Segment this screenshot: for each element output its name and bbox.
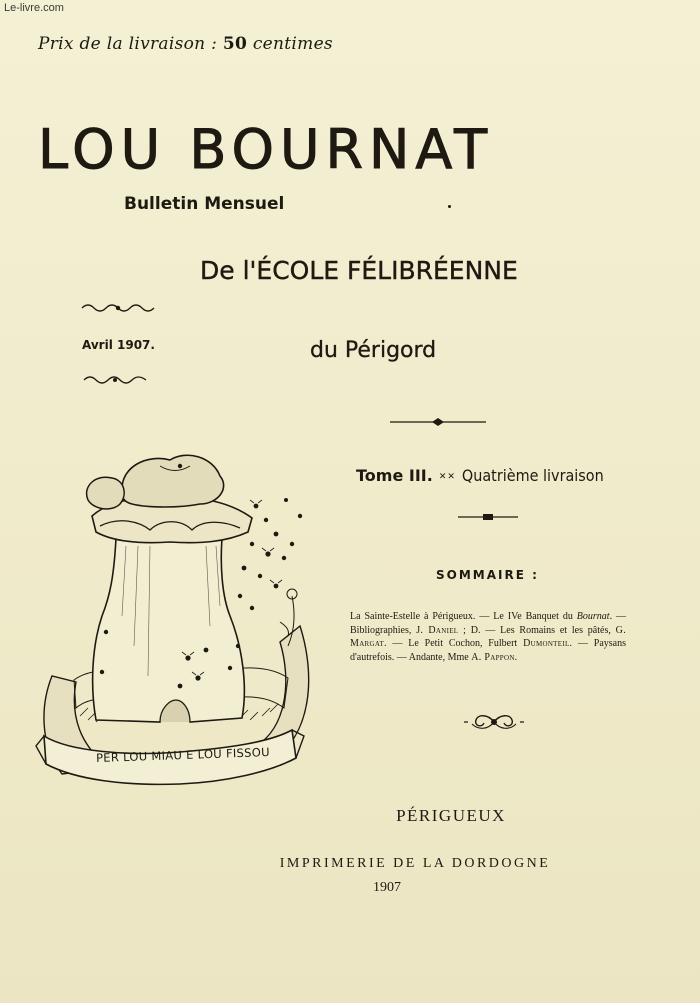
issue-date: Avril 1907. [82,338,155,352]
author-name: A. Pappon [471,651,515,663]
sommaire-part: Bournat [576,611,610,622]
publisher-printer: IMPRIMERIE DE LA DORDOGNE [279,856,551,871]
sommaire-part: La Sainte-Estelle à Périgueux. — Le IVe Banquet du [350,611,577,622]
issue-number: Quatrième livraison [461,466,604,485]
region-name: du Périgord [310,338,437,363]
sommaire-part: . [514,651,518,663]
sommaire-part: . — Paysans d'autrefois. — Andante, Mme [350,638,626,663]
sommaire-part: . — Bibliographies, [350,611,627,636]
publisher-city: PÉRIGUEUX [396,806,506,825]
author-name: G. Margat [350,624,626,649]
author-name: Dumonteil [523,638,570,649]
price-label: Prix de la livraison : [38,34,218,54]
sommaire-part: . — Le Petit Cochon, Fulbert [384,638,524,649]
sommaire-text [350,610,626,664]
volume-separator: ✕✕ [438,472,456,482]
banner-motto: PER LOU MIAU E LOU FISSOU [95,744,271,766]
flourish-ornament-top [78,300,158,316]
price-line [38,34,333,54]
volume-line [356,466,604,485]
watermark: Le-livre.com [4,2,64,14]
author-name: J. Daniel [416,624,459,636]
dot-ornament [448,205,451,208]
journal-subtitle: Bulletin Mensuel [124,194,285,214]
sommaire-part: ; D. — Les Romains et les pâtés, [458,624,616,636]
flourish-ornament-bottom [80,372,150,388]
price-value: 50 [222,34,248,54]
fleuron-ornament [462,710,526,734]
beehive-illustration [30,446,320,796]
sommaire-heading: SOMMAIRE : [436,568,539,582]
price-unit: centimes [252,34,333,54]
tome-number: Tome III. [356,466,433,485]
divider-ornament-1 [388,416,488,428]
divider-ornament-2 [456,512,520,522]
publication-year: 1907 [373,880,401,895]
journal-title: LOU BOURNAT [38,118,494,181]
school-name: De l'ÉCOLE FÉLIBRÉENNE [200,256,518,285]
